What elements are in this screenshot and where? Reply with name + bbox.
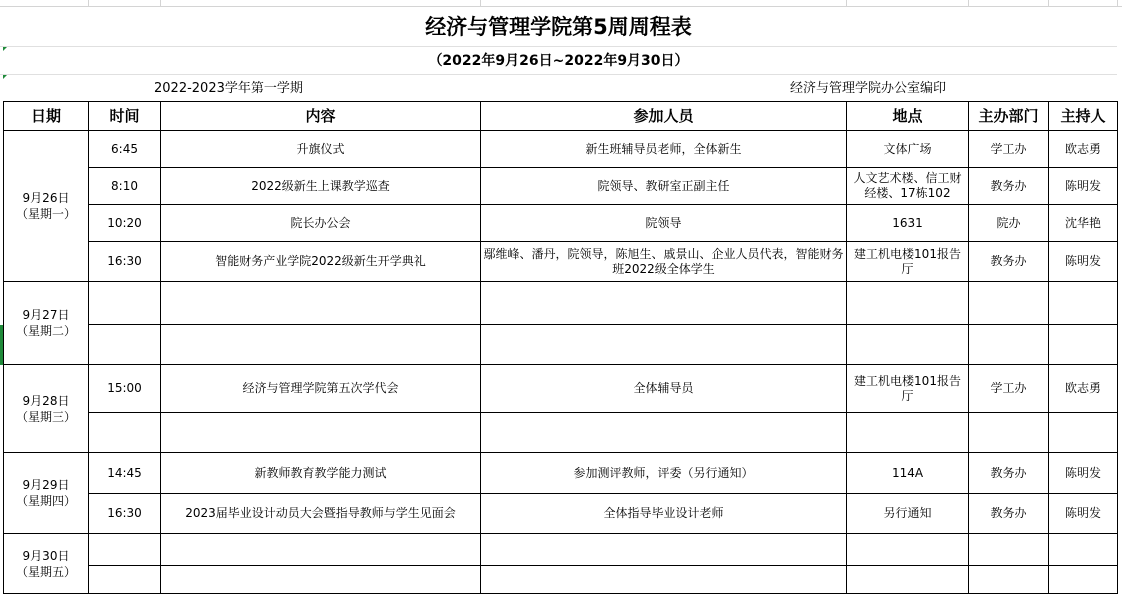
department-cell[interactable]: 教务办 — [969, 453, 1049, 494]
weekday-label: （星期三） — [15, 409, 76, 424]
department-cell[interactable]: 学工办 — [969, 131, 1049, 168]
host-cell[interactable]: 陈明发 — [1049, 453, 1118, 494]
participants-cell[interactable]: 院领导 — [481, 205, 847, 242]
time-cell[interactable]: 16:30 — [89, 242, 161, 282]
content-cell[interactable] — [161, 413, 481, 453]
header-time[interactable]: 时间 — [89, 102, 161, 131]
department-cell[interactable] — [969, 534, 1049, 566]
time-cell[interactable]: 14:45 — [89, 453, 161, 494]
table-row — [4, 131, 1118, 168]
participants-cell[interactable]: 新生班辅导员老师，全体新生 — [481, 131, 847, 168]
content-cell[interactable] — [161, 282, 481, 325]
host-cell[interactable] — [1049, 566, 1118, 594]
column-header-strip — [0, 0, 1122, 7]
content-cell[interactable]: 升旗仪式 — [161, 131, 481, 168]
participants-cell[interactable] — [481, 566, 847, 594]
location-cell[interactable] — [847, 534, 969, 566]
department-cell[interactable]: 教务办 — [969, 494, 1049, 534]
participants-cell[interactable] — [481, 282, 847, 325]
host-cell[interactable]: 沈华艳 — [1049, 205, 1118, 242]
location-cell[interactable]: 1631 — [847, 205, 969, 242]
date-label: 9月28日 — [22, 393, 70, 408]
time-cell[interactable] — [89, 566, 161, 594]
host-cell[interactable] — [1049, 325, 1118, 365]
host-cell[interactable]: 欧志勇 — [1049, 365, 1118, 413]
department-cell[interactable] — [969, 566, 1049, 594]
header-location[interactable]: 地点 — [847, 102, 969, 131]
column-header-cell[interactable] — [1048, 0, 1118, 6]
participants-cell[interactable] — [481, 325, 847, 365]
header-department[interactable]: 主办部门 — [969, 102, 1049, 131]
table-row — [4, 205, 1118, 242]
schedule-table — [3, 101, 1118, 594]
semester-label[interactable]: 2022-2023学年第一学期 — [154, 81, 303, 96]
participants-cell[interactable]: 全体指导毕业设计老师 — [481, 494, 847, 534]
location-cell[interactable]: 文体广场 — [847, 131, 969, 168]
table-row — [4, 325, 1118, 365]
location-cell[interactable]: 人文艺术楼、信工财经楼、17栋102 — [847, 168, 969, 205]
column-header-cell[interactable] — [968, 0, 1049, 6]
table-row — [4, 168, 1118, 205]
date-label: 9月30日 — [22, 548, 70, 563]
time-cell[interactable]: 8:10 — [89, 168, 161, 205]
host-cell[interactable] — [1049, 413, 1118, 453]
table-header-row — [4, 102, 1118, 131]
column-header-cell[interactable] — [480, 0, 847, 6]
content-cell[interactable] — [161, 566, 481, 594]
content-cell[interactable]: 2022级新生上课教学巡查 — [161, 168, 481, 205]
weekday-label: （星期二） — [15, 324, 76, 338]
content-cell[interactable]: 智能财务产业学院2022级新生开学典礼 — [161, 242, 481, 282]
table-row — [4, 413, 1118, 453]
location-cell[interactable]: 建工机电楼101报告厅 — [847, 365, 969, 413]
department-cell[interactable]: 学工办 — [969, 365, 1049, 413]
location-cell[interactable] — [847, 325, 969, 365]
host-cell[interactable]: 陈明发 — [1049, 494, 1118, 534]
content-cell[interactable]: 经济与管理学院第五次学代会 — [161, 365, 481, 413]
host-cell[interactable]: 陈明发 — [1049, 242, 1118, 282]
time-cell[interactable]: 6:45 — [89, 131, 161, 168]
time-cell[interactable] — [89, 325, 161, 365]
column-header-cell[interactable] — [88, 0, 161, 6]
weekday-label: （星期五） — [15, 564, 76, 579]
department-cell[interactable] — [969, 282, 1049, 325]
department-cell[interactable] — [969, 325, 1049, 365]
header-participants[interactable]: 参加人员 — [481, 102, 847, 131]
table-row — [4, 282, 1118, 325]
table-row — [4, 365, 1118, 413]
participants-cell[interactable]: 全体辅导员 — [481, 365, 847, 413]
content-cell[interactable] — [161, 534, 481, 566]
department-cell[interactable]: 教务办 — [969, 242, 1049, 282]
date-cell[interactable] — [4, 282, 89, 365]
participants-cell[interactable] — [481, 413, 847, 453]
date-label: 9月27日 — [22, 308, 70, 322]
content-cell[interactable]: 2023届毕业设计动员大会暨指导教师与学生见面会 — [161, 494, 481, 534]
header-host[interactable]: 主持人 — [1049, 102, 1118, 131]
date-label: 9月26日 — [22, 191, 70, 205]
date-label: 9月29日 — [22, 478, 70, 492]
date-cell[interactable] — [4, 453, 89, 534]
weekday-label: （星期一） — [15, 207, 76, 221]
table-row — [4, 534, 1118, 566]
weekday-label: （星期四） — [15, 494, 76, 508]
page-title[interactable]: 经济与管理学院第5周周程表 — [0, 8, 1117, 47]
table-row — [4, 453, 1118, 494]
time-cell[interactable]: 15:00 — [89, 365, 161, 413]
content-cell[interactable] — [161, 325, 481, 365]
host-cell[interactable] — [1049, 282, 1118, 325]
location-cell[interactable]: 建工机电楼101报告厅 — [847, 242, 969, 282]
participants-cell[interactable] — [481, 534, 847, 566]
department-cell[interactable]: 院办 — [969, 205, 1049, 242]
department-cell[interactable]: 教务办 — [969, 168, 1049, 205]
time-cell[interactable]: 16:30 — [89, 494, 161, 534]
time-cell[interactable]: 10:20 — [89, 205, 161, 242]
column-header-cell[interactable] — [0, 0, 89, 6]
time-cell[interactable] — [89, 282, 161, 325]
header-date[interactable]: 日期 — [4, 102, 89, 131]
date-range-subtitle[interactable]: （2022年9月26日~2022年9月30日） — [0, 48, 1117, 75]
participants-cell[interactable]: 鄢维峰、潘丹，院领导，陈旭生、戚景山、企业人员代表，智能财务班2022级全体学生 — [481, 242, 847, 282]
location-cell[interactable] — [847, 413, 969, 453]
date-cell[interactable] — [4, 131, 89, 282]
table-row — [4, 566, 1118, 594]
table-row — [4, 494, 1118, 534]
location-cell[interactable]: 另行通知 — [847, 494, 969, 534]
host-cell[interactable]: 陈明发 — [1049, 168, 1118, 205]
participants-cell[interactable]: 院领导、教研室正副主任 — [481, 168, 847, 205]
content-cell[interactable]: 院长办公会 — [161, 205, 481, 242]
table-row — [4, 242, 1118, 282]
location-cell[interactable]: 114A — [847, 453, 969, 494]
content-cell[interactable]: 新教师教育教学能力测试 — [161, 453, 481, 494]
editor-label[interactable]: 经济与管理学院办公室编印 — [790, 81, 947, 96]
time-cell[interactable] — [89, 534, 161, 566]
location-cell[interactable] — [847, 566, 969, 594]
department-cell[interactable] — [969, 413, 1049, 453]
date-cell[interactable] — [4, 365, 89, 453]
header-content[interactable]: 内容 — [161, 102, 481, 131]
time-cell[interactable] — [89, 413, 161, 453]
participants-cell[interactable]: 参加测评教师，评委（另行通知） — [481, 453, 847, 494]
column-header-cell[interactable] — [846, 0, 969, 6]
location-cell[interactable] — [847, 282, 969, 325]
column-header-cell[interactable] — [160, 0, 481, 6]
host-cell[interactable]: 欧志勇 — [1049, 131, 1118, 168]
host-cell[interactable] — [1049, 534, 1118, 566]
date-cell[interactable] — [4, 534, 89, 594]
